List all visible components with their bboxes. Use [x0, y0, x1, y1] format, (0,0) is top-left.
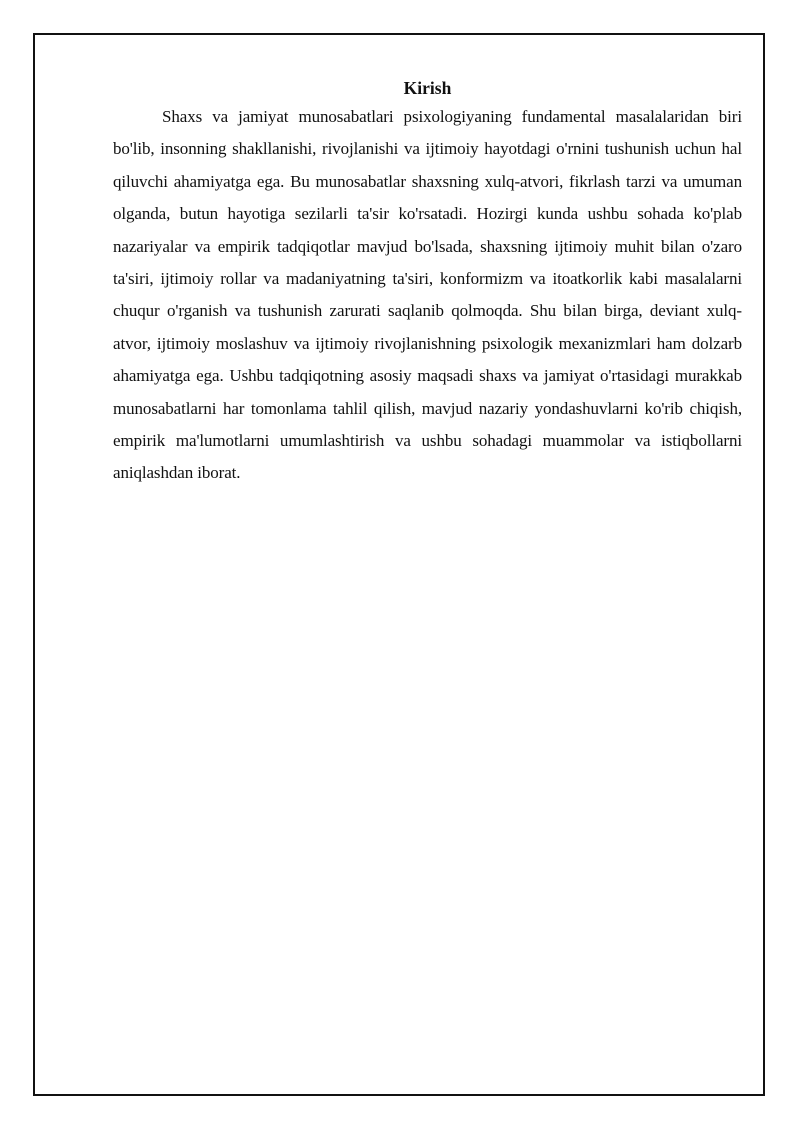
page-title: Kirish — [403, 78, 452, 98]
intro-paragraph: Shaxs va jamiyat munosabatlari psixologiyaning fundamental masalalaridan biri bo'lib, insonning shakllanishi, rivojlanishi va ijtimoiy hayotdagi o'rnini tushunish uchun hal qiluvchi ahamiyatga ega. Bu munosabatlar shaxsning xulq-atvori, fikrlash tarzi va umuman olganda, butun hayotiga sezilarli ta'sir ko'rsatadi. Hozirgi kunda ushbu sohada ko'plab nazariyalar va empirik tadqiqotlar mavjud bo'lsada, shaxsning ijtimoiy muhit bilan o'zaro ta'siri, ijtimoiy rollar va madaniyatning ta'siri, konformizm va itoatkorlik kabi masalalarni chuqur o'rganish va tushunish zarurati saqlanib qolmoqda. Shu bilan birga, deviant xulq-atvor, ijtimoiy moslashuv va ijtimoiy rivojlanishning psixologik mexanizmlari ham dolzarb ahamiyatga ega. Ushbu tadqiqotning asosiy maqsadi shaxs va jamiyat o'rtasidagi murakkab munosabatlarni har tomonlama tahlil qilish, mavjud nazariy yondashuvlarni ko'rib chiqish, empirik ma'lumotlarni umumlashtirish va ushbu sohadagi muammolar va istiqbollarni aniqlashdan iborat. — [113, 107, 742, 483]
document-content — [113, 76, 742, 490]
